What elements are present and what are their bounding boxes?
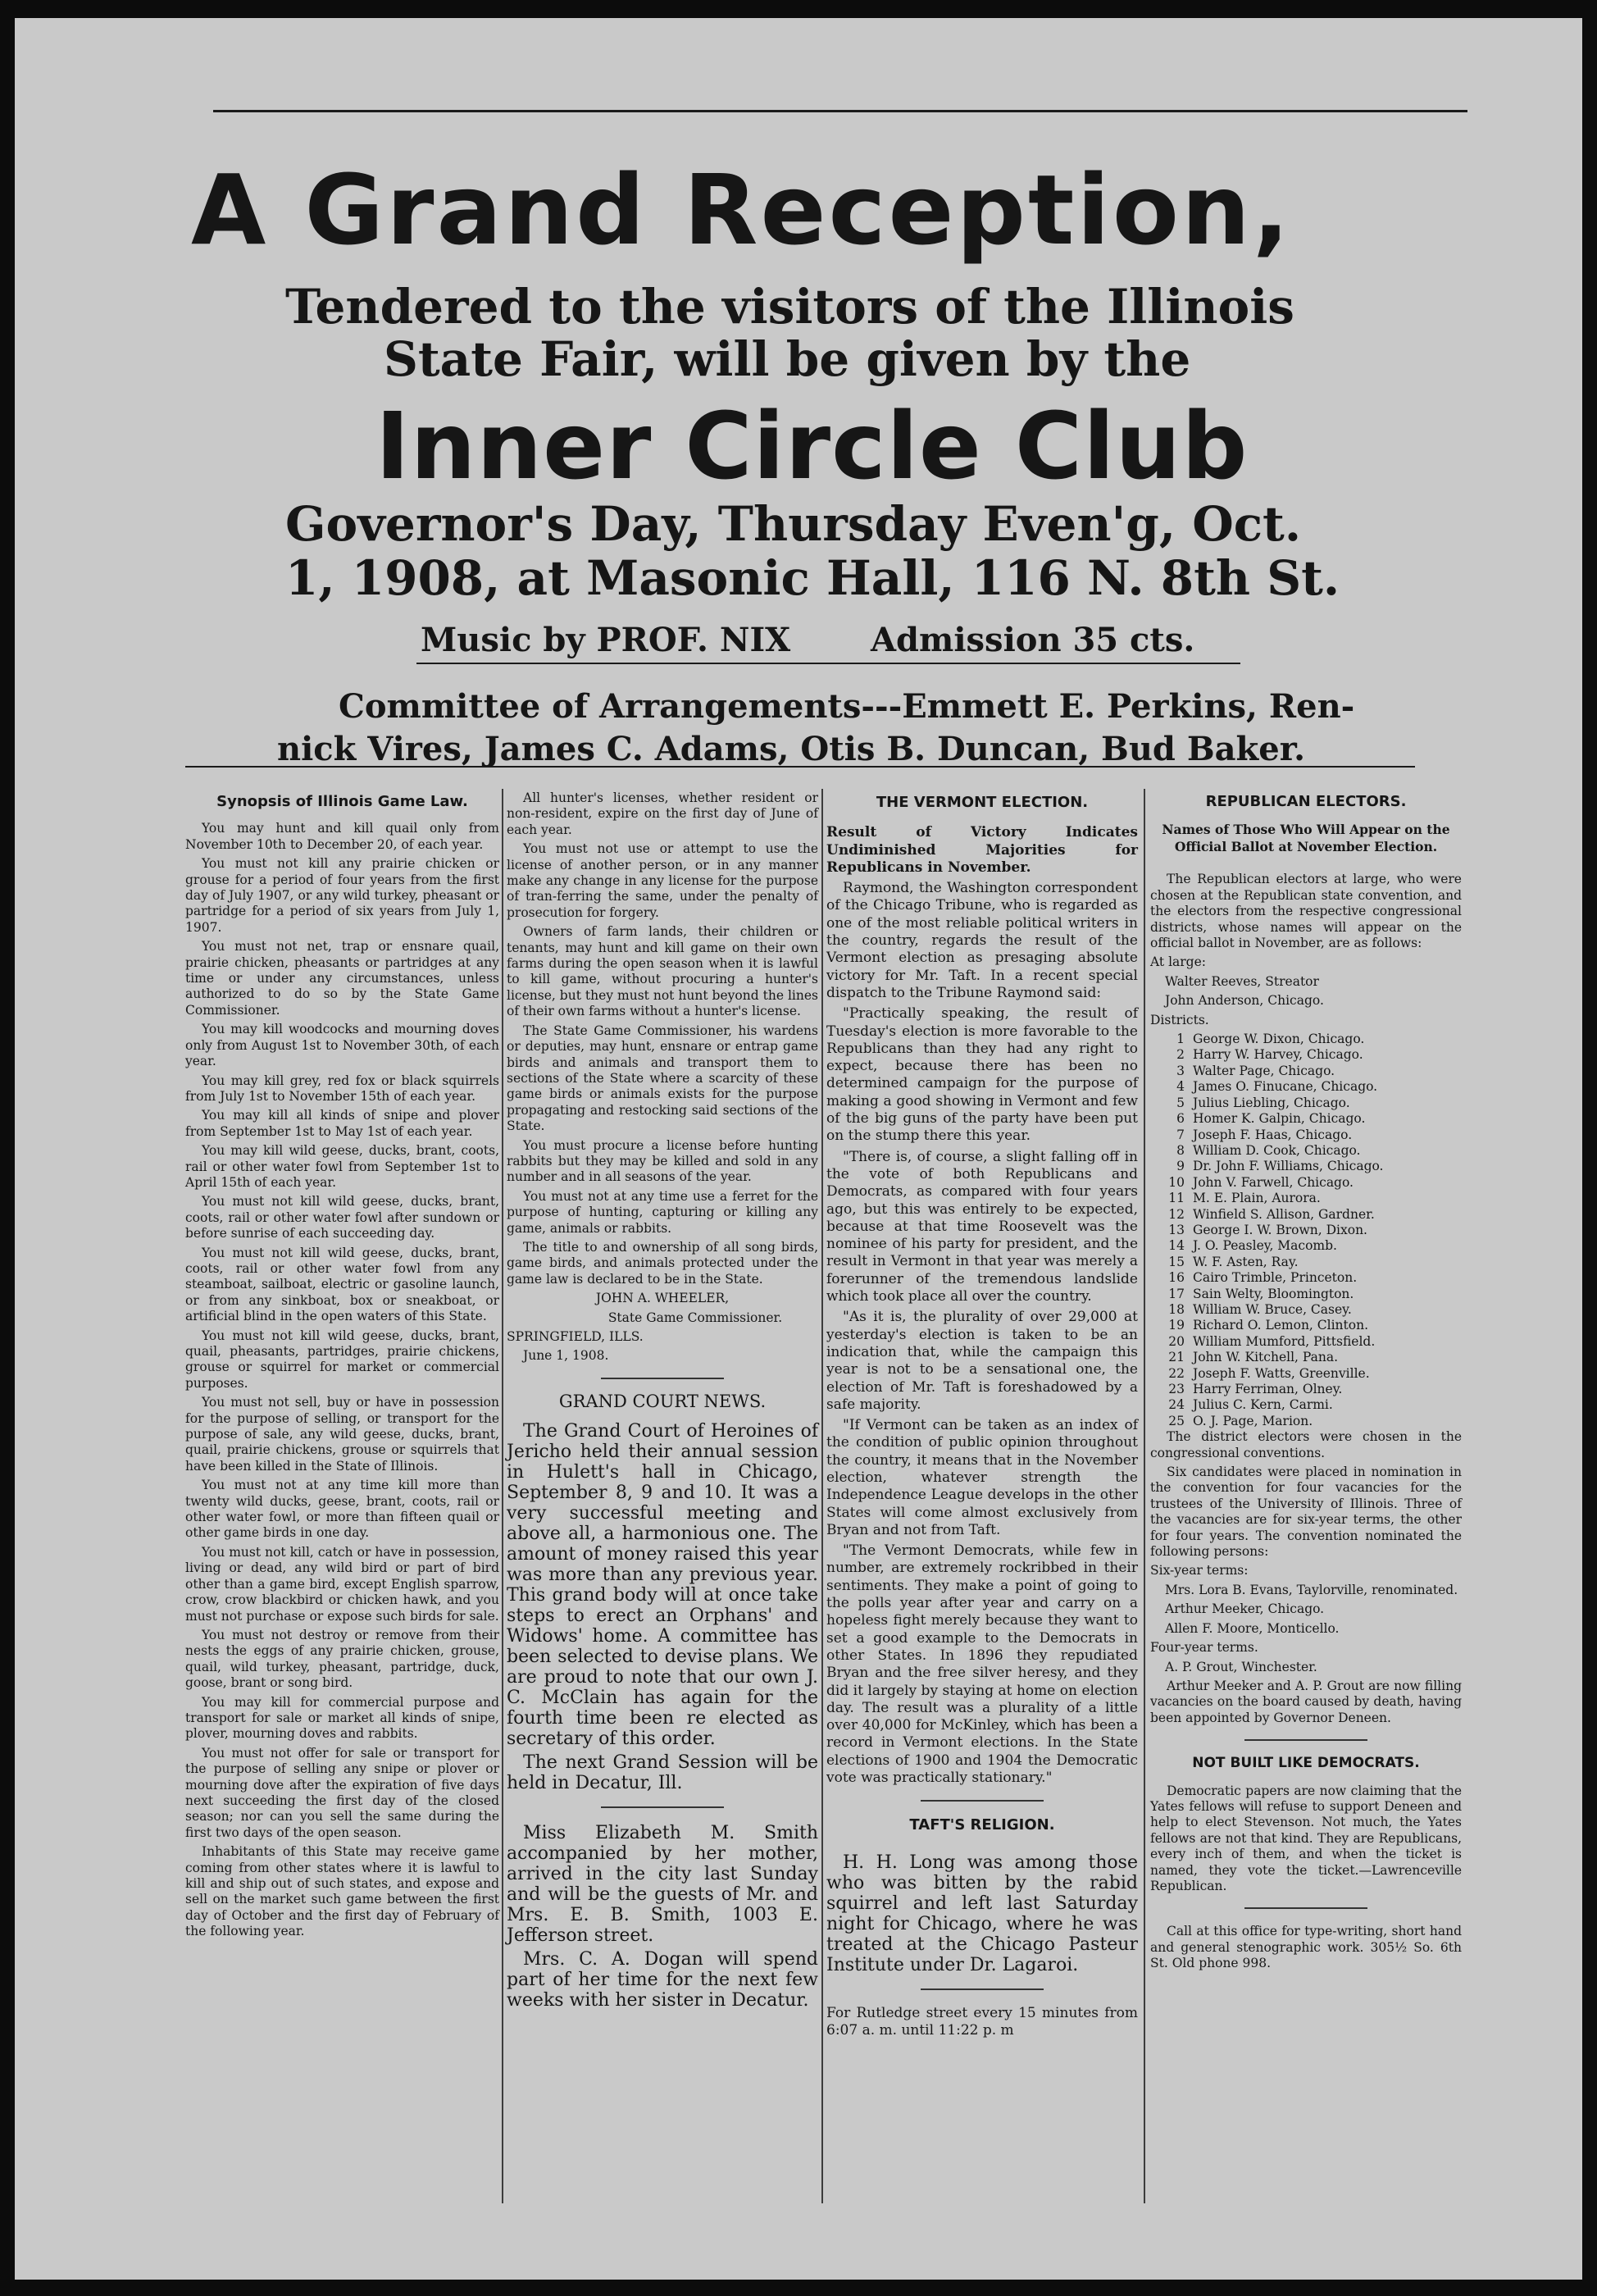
district-elector-name: J. O. Peasley, Macomb. — [1193, 1238, 1337, 1254]
game-law-paragraph: You must not kill wild geese, ducks, brant, coots, rail or other water fowl from any steamboat, sailboat, electric or gasoline launch, or from any sinkboat, box or sneakboat, or artificial blind in the open waters of this State. — [185, 1245, 499, 1324]
grand-court-paragraphs — [507, 1421, 818, 1793]
district-number: 2 — [1176, 1047, 1185, 1063]
taft-heading: TAFT'S RELIGION. — [909, 1816, 1055, 1834]
district-elector — [1150, 1159, 1462, 1174]
district-elector-name: John V. Farwell, Chicago. — [1193, 1174, 1354, 1190]
district-number: 12 — [1168, 1206, 1185, 1222]
electors-closing: Arthur Meeker and A. P. Grout are now filling vacancies on the board caused by death, having been appointed by Governor Deneen. — [1150, 1678, 1462, 1725]
game-law-paragraph: Owners of farm lands, their children or tenants, may hunt and kill game on their own farms during the open season when it is lawful to kill game, without procuring a hunter's license, but they must not hunt beyond the lines of their own farms without a hunter's license. — [507, 924, 818, 1019]
top-rule — [213, 110, 1467, 112]
vermont-subhead: Result of Victory Indicates Undiminished Majorities for Republicans in November. — [826, 824, 1138, 876]
district-elector-name: William Mumford, Pittsfield. — [1193, 1333, 1376, 1349]
event-date-line-2: 1, 1908, at Masonic Hall, 116 N. 8th St. — [285, 550, 1340, 606]
masthead-bottom-rule — [185, 766, 1415, 768]
section-divider — [921, 1988, 1044, 1990]
district-number: 11 — [1168, 1191, 1185, 1206]
district-number: 23 — [1168, 1382, 1185, 1396]
district-elector-name: W. F. Asten, Ray. — [1193, 1254, 1299, 1269]
game-law-paragraph: You may kill all kinds of snipe and plover from September 1st to May 1st of each year. — [185, 1108, 499, 1139]
district-elector — [1150, 1128, 1462, 1143]
district-elector-name: Harry W. Harvey, Chicago. — [1193, 1047, 1363, 1063]
district-elector — [1150, 1175, 1462, 1191]
district-elector-name: Homer K. Galpin, Chicago. — [1193, 1111, 1366, 1127]
electors-paragraph: Six candidates were placed in nomination in the convention for four vacancies for the trustees of the University of Illinois. Three of the vacancies are for six-year terms, the other for four years. The convention nominated the following persons: — [1150, 1465, 1462, 1560]
game-law-paragraph: You may hunt and kill quail only from November 10th to December 20, of each year. — [185, 821, 499, 852]
district-elector-name: James O. Finucane, Chicago. — [1193, 1079, 1378, 1095]
four-year-nominees — [1150, 1660, 1462, 1675]
district-elector — [1150, 1032, 1462, 1047]
game-law-paragraph: You must not destroy or remove from their nests the eggs of any prairie chicken, grouse, quail, wild turkey, pheasant, partridge, duck, goose, brant or song bird. — [185, 1627, 499, 1691]
district-elector — [1150, 1143, 1462, 1159]
game-law-paragraph: You must not at any time use a ferret for the purpose of hunting, capturing or killing any game, animals or rabbits. — [507, 1188, 818, 1236]
district-elector — [1150, 1064, 1462, 1079]
electors-paragraph: The district electors were chosen in the congressional conventions. — [1150, 1429, 1462, 1460]
district-elector — [1150, 1350, 1462, 1365]
district-elector — [1150, 1318, 1462, 1333]
game-law-paragraph: The title to and ownership of all song birds, game birds, and animals protected under the game law is declared to be in the State. — [507, 1239, 818, 1287]
district-elector-name: John W. Kitchell, Pana. — [1193, 1350, 1339, 1365]
district-elector — [1150, 1302, 1462, 1318]
at-large-elector: John Anderson, Chicago. — [1165, 993, 1324, 1009]
game-law-paragraph: You must not kill wild geese, ducks, brant, quail, pheasants, partridges, prairie chickens, grouse or squirrel for market or commercial purposes. — [185, 1328, 499, 1391]
district-number: 22 — [1168, 1365, 1185, 1381]
column-divider-1 — [502, 789, 503, 2203]
district-elector-name: Sain Welty, Bloomington. — [1193, 1286, 1354, 1301]
district-number: 8 — [1176, 1142, 1185, 1158]
game-law-paragraph: You may kill for commercial purpose and transport for sale or market all kinds of snipe, plover, mourning doves and rabbits. — [185, 1694, 499, 1742]
district-elector — [1150, 1382, 1462, 1397]
grand-court-paragraph: The Grand Court of Heroines of Jericho held their annual session in Hulett's hall in Chicago, September 8, 9 and 10. It was a very successful meeting and above all, a harmonious one. The amount of money raised this year was more than any previous year. This grand body will at once take steps to erect an Orphans' and Widows' home. A committee has been selected to devise plans. We are proud to note that our own J. C. McClain has again for the fourth time been re elected as secretary of this order. — [507, 1421, 818, 1750]
six-year-nominee: Mrs. Lora B. Evans, Taylorville, renominated. — [1165, 1582, 1458, 1597]
district-elector — [1150, 1270, 1462, 1286]
district-number: 16 — [1168, 1270, 1185, 1286]
subtitle-line-2: State Fair, will be given by the — [384, 331, 1191, 387]
district-elector-name: Joseph F. Watts, Greenville. — [1193, 1365, 1370, 1381]
six-year-nominee: Arthur Meeker, Chicago. — [1165, 1601, 1325, 1617]
music-underline — [416, 663, 1240, 664]
electors-subhead: Names of Those Who Will Appear on the Official Ballot at November Election. — [1162, 822, 1450, 855]
game-law-paragraph: You may kill grey, red fox or black squirrels from July 1st to November 15th of each year. — [185, 1073, 499, 1104]
electors-heading: REPUBLICAN ELECTORS. — [1205, 793, 1407, 810]
grand-court-paragraph: The next Grand Session will be held in Decatur, Ill. — [507, 1752, 818, 1794]
column-divider-2 — [821, 789, 823, 2203]
six-year-nominee: Allen F. Moore, Monticello. — [1165, 1620, 1340, 1636]
electors-after-paragraphs — [1150, 1429, 1462, 1560]
signer-title: State Game Commissioner. — [607, 1310, 783, 1325]
district-elector-name: Harry Ferriman, Olney. — [1193, 1382, 1343, 1396]
district-number: 13 — [1168, 1222, 1185, 1237]
electors-intro: The Republican electors at large, who were chosen at the Republican state convention, and the electors from the respective congressional districts, whose names will appear on the official ballot in November, are as follows: — [1150, 872, 1462, 951]
at-large-electors — [1150, 974, 1462, 1009]
district-elector-name: Joseph F. Haas, Chicago. — [1193, 1127, 1353, 1142]
district-elector — [1150, 1366, 1462, 1382]
district-elector — [1150, 1223, 1462, 1238]
district-number: 21 — [1168, 1350, 1185, 1365]
district-elector-name: Winfield S. Allison, Gardner. — [1193, 1206, 1375, 1222]
game-law-paragraph: You must not net, trap or ensnare quail, prairie chicken, pheasants or partridges at any time or under any circumstances, unless authorized to do so by the State Game Commissioner. — [185, 939, 499, 1018]
newspaper-page — [15, 18, 1582, 2280]
event-date-line-1: Governor's Day, Thursday Even'g, Oct. — [285, 496, 1302, 552]
electors-column — [1150, 790, 1462, 1975]
taft-text: H. H. Long was among those who was bitten by the rabid squirrel and left last Saturday night for Chicago, where he was treated at the Chicago Pasteur Institute under Dr. Lagaroi. — [826, 1852, 1138, 1975]
district-elector — [1150, 1414, 1462, 1429]
district-number: 24 — [1168, 1397, 1185, 1413]
game-law-paragraph: You may kill woodcocks and mourning doves only from August 1st to November 30th, of each year. — [185, 1022, 499, 1069]
game-law-paragraph: You must not use or attempt to use the license of another person, or in any manner make any change in any license for the purpose of tran-ferring the same, under the penalty of prosecution for forgery. — [507, 841, 818, 920]
game-law-paragraph: You must not offer for sale or transport for the purpose of selling any snipe or plover or mourning dove after the expiration of five days next succeeding the first day of the closed season; nor can you sell the same during the first two days of the open season. — [185, 1745, 499, 1840]
game-law-paragraph: All hunter's licenses, whether resident or non-resident, expire on the first day of June of each year. — [507, 790, 818, 837]
district-elector — [1150, 1191, 1462, 1206]
district-number: 1 — [1176, 1032, 1185, 1047]
district-electors — [1150, 1032, 1462, 1429]
district-number: 25 — [1168, 1413, 1185, 1428]
district-number: 20 — [1168, 1333, 1185, 1349]
game-law-paragraph: You must not sell, buy or have in possession for the purpose of selling, or transport for the purpose of sale, any wild geese, ducks, brant, quail, prairie chickens, grouse or squirrels that have been killed in the State of Illinois. — [185, 1395, 499, 1474]
district-elector — [1150, 1397, 1462, 1413]
district-number: 18 — [1168, 1301, 1185, 1317]
district-elector-name: William W. Bruce, Casey. — [1193, 1301, 1352, 1317]
club-name: Inner Circle Club — [375, 394, 1249, 500]
districts-label: Districts. — [1150, 1012, 1209, 1027]
district-elector-name: Julius C. Kern, Carmi. — [1193, 1397, 1333, 1413]
at-large-elector: Walter Reeves, Streator — [1165, 973, 1319, 989]
district-elector — [1150, 1079, 1462, 1095]
section-divider — [921, 1800, 1044, 1802]
vermont-paragraph: Raymond, the Washington correspondent of the Chicago Tribune, who is regarded as one of the most reliable political writers in the country, regards the result of the Vermont election as presaging absolute victory for Mr. Taft. In a recent special dispatch to the Tribune Raymond said: — [826, 880, 1138, 1001]
vermont-paragraph: "As it is, the plurality of over 29,000 at yesterday's election is taken to be an indication that, while the campaign this year is not to be a sensational one, the election of Mr. Taft is foreshadowed by a safe majority. — [826, 1309, 1138, 1413]
district-number: 6 — [1176, 1111, 1185, 1127]
district-elector-name: Julius Liebling, Chicago. — [1193, 1095, 1350, 1110]
six-year-nominees — [1150, 1583, 1462, 1637]
district-elector — [1150, 1096, 1462, 1111]
streetcar-notice: For Rutledge street every 15 minutes from 6:07 a. m. until 11:22 p. m — [826, 2004, 1138, 2039]
committee-line-1: Committee of Arrangements---Emmett E. Perkins, Ren- — [339, 687, 1355, 726]
game-law-paragraph: The State Game Commissioner, his wardens or deputies, may hunt, ensnare or entrap game birds and animals and transport them to sections of the State where a scarcity of these game birds or animals exists for the purpose propagating and restocking said sections of the State. — [507, 1023, 818, 1134]
district-number: 15 — [1168, 1254, 1185, 1269]
local-news-paragraphs — [507, 1823, 818, 2011]
district-elector-name: O. J. Page, Marion. — [1193, 1413, 1313, 1428]
game-law-continued-column — [507, 790, 818, 2014]
vermont-paragraph: "There is, of course, a slight falling off in the vote of both Republicans and Democrats, as compared with four years ago, but this was entirely to be expected, because at that time Roosevelt was the nominee of his party for president, and the result in Vermont in that year was merely a forerunner of the tremendous landslide which took place all over the country. — [826, 1148, 1138, 1305]
game-law-heading: Synopsis of Illinois Game Law. — [216, 793, 468, 810]
district-elector — [1150, 1255, 1462, 1270]
district-elector-name: Richard O. Lemon, Clinton. — [1193, 1318, 1369, 1333]
signed-place: SPRINGFIELD, ILLS. — [507, 1329, 644, 1344]
district-number: 14 — [1168, 1238, 1185, 1254]
music-credit: Music by PROF. NIX — [421, 621, 791, 659]
district-number: 7 — [1176, 1127, 1185, 1142]
district-elector — [1150, 1238, 1462, 1254]
district-elector-name: George I. W. Brown, Dixon. — [1193, 1222, 1367, 1237]
vermont-paragraph: "The Vermont Democrats, while few in number, are extremely rockribbed in their sentiments. They make a point of going to the polls year after year and carry on a hopeless fight merely because they want to set a good example to the Democrats in other States. In 1896 they repudiated Bryan and the free silver heresy, and they did it largely by staying at home on election day. The result was a plurality of a little over 40,000 for McKinley, which has been a record in Vermont elections. In the State elections of 1900 and 1904 the Democratic vote was practically stationary." — [826, 1542, 1138, 1787]
district-number: 3 — [1176, 1063, 1185, 1078]
local-news-paragraph: Mrs. C. A. Dogan will spend part of her time for the next few weeks with her sister in Decatur. — [507, 1949, 818, 2011]
game-law-paragraph: You must not kill, catch or have in possession, living or dead, any wild bird or part of bird other than a game bird, except English sparrow, crow, crow blackbird or chicken hawk, and you must not purchase or expose such birds for sale. — [185, 1544, 499, 1624]
signed-date: June 1, 1908. — [523, 1348, 609, 1364]
page-title: A Grand Reception, — [191, 153, 1292, 266]
district-elector-name: Cairo Trimble, Princeton. — [1193, 1270, 1358, 1286]
vermont-paragraphs — [826, 880, 1138, 1787]
vermont-heading: THE VERMONT ELECTION. — [876, 794, 1089, 811]
at-large-label: At large: — [1150, 954, 1207, 970]
game-law-paragraph: You must not at any time kill more than twenty wild ducks, geese, brant, coots, rail or other water fowl, or more than fifteen quail or other game birds in one day. — [185, 1478, 499, 1541]
signer-name: JOHN A. WHEELER, — [595, 1291, 730, 1306]
vermont-paragraph: "Practically speaking, the result of Tuesday's election is more favorable to the Republicans than they had any right to expect, because there has been no determined campaign for the purpose of making a good showing in Vermont and few of the big guns of the party have been put on the stump there this year. — [826, 1005, 1138, 1145]
admission-price: Admission 35 cts. — [871, 621, 1195, 659]
district-elector-name: Dr. John F. Williams, Chicago. — [1193, 1159, 1384, 1174]
section-divider — [1244, 1739, 1367, 1741]
vermont-column — [826, 790, 1138, 2043]
district-elector-name: George W. Dixon, Chicago. — [1193, 1032, 1365, 1047]
democrats-text: Democratic papers are now claiming that the Yates fellows will refuse to support Deneen and help to elect Stevenson. Not much, the Yates fellows are not that kind. They are Republicans, every inch of them, and when the ticket is named, they vote the ticket.—Lawrenceville Republican. — [1150, 1783, 1462, 1893]
district-number: 19 — [1168, 1318, 1185, 1333]
district-elector — [1150, 1111, 1462, 1127]
game-law-paragraph: You must procure a license before hunting rabbits but they may be killed and sold in any number and in all seasons of the year. — [507, 1137, 818, 1185]
district-elector-name: William D. Cook, Chicago. — [1193, 1142, 1361, 1158]
democrats-heading: NOT BUILT LIKE DEMOCRATS. — [1192, 1755, 1420, 1772]
district-elector-name: Walter Page, Chicago. — [1193, 1063, 1335, 1078]
game-law-paragraph: You may kill wild geese, ducks, brant, coots, rail or other water fowl from September 1st to April 15th of each year. — [185, 1143, 499, 1190]
district-number: 4 — [1176, 1079, 1185, 1095]
typing-ad: Call at this office for type-writing, short hand and general stenographic work. 305½ So. 6th St. Old phone 998. — [1150, 1924, 1462, 1971]
district-number: 9 — [1176, 1159, 1185, 1174]
section-divider — [601, 1378, 724, 1379]
game-law-paragraphs — [185, 821, 499, 1939]
district-elector — [1150, 1207, 1462, 1223]
district-elector-name: M. E. Plain, Aurora. — [1193, 1191, 1321, 1206]
committee-line-2: nick Vires, James C. Adams, Otis B. Duncan, Bud Baker. — [277, 730, 1306, 768]
four-year-nominee: A. P. Grout, Winchester. — [1165, 1659, 1317, 1674]
district-number: 10 — [1168, 1174, 1185, 1190]
vermont-paragraph: "If Vermont can be taken as an index of the condition of public opinion throughout the country, it means that in the November election, whatever strength the Independence League develops in the other States will come almost exclusively from Bryan and not from Taft. — [826, 1417, 1138, 1538]
district-number: 17 — [1168, 1286, 1185, 1301]
local-news-paragraph: Miss Elizabeth M. Smith accompanied by her mother, arrived in the city last Sunday and will be the guests of Mr. and Mrs. E. B. Smith, 1003 E. Jefferson street. — [507, 1823, 818, 1947]
game-law-paragraph: Inhabitants of this State may receive game coming from other states where it is lawful to kill and ship out of such states, and expose and sell on the market such game between the first day of October and the first day of February of the following year. — [185, 1844, 499, 1939]
column-divider-3 — [1144, 789, 1145, 2203]
game-law-paragraph: You must not kill any prairie chicken or grouse for a period of four years from the first day of July 1907, or any wild turkey, pheasant or partridge for a period of six years from July 1, 1907. — [185, 856, 499, 935]
district-number: 5 — [1176, 1095, 1185, 1110]
district-elector — [1150, 1047, 1462, 1063]
six-year-label: Six-year terms: — [1150, 1563, 1249, 1578]
game-law-paragraph: You must not kill wild geese, ducks, brant, coots, rail or other water fowl after sundown or before sunrise of each succeeding day. — [185, 1194, 499, 1241]
subtitle-line-1: Tendered to the visitors of the Illinois — [285, 279, 1294, 335]
four-year-label: Four-year terms. — [1150, 1640, 1258, 1656]
grand-court-heading: GRAND COURT NEWS. — [558, 1391, 767, 1411]
district-elector — [1150, 1334, 1462, 1350]
section-divider — [1244, 1907, 1367, 1909]
game-law-column — [185, 790, 499, 1943]
game-law-continued — [507, 790, 818, 1287]
section-divider — [601, 1806, 724, 1808]
district-elector — [1150, 1287, 1462, 1302]
